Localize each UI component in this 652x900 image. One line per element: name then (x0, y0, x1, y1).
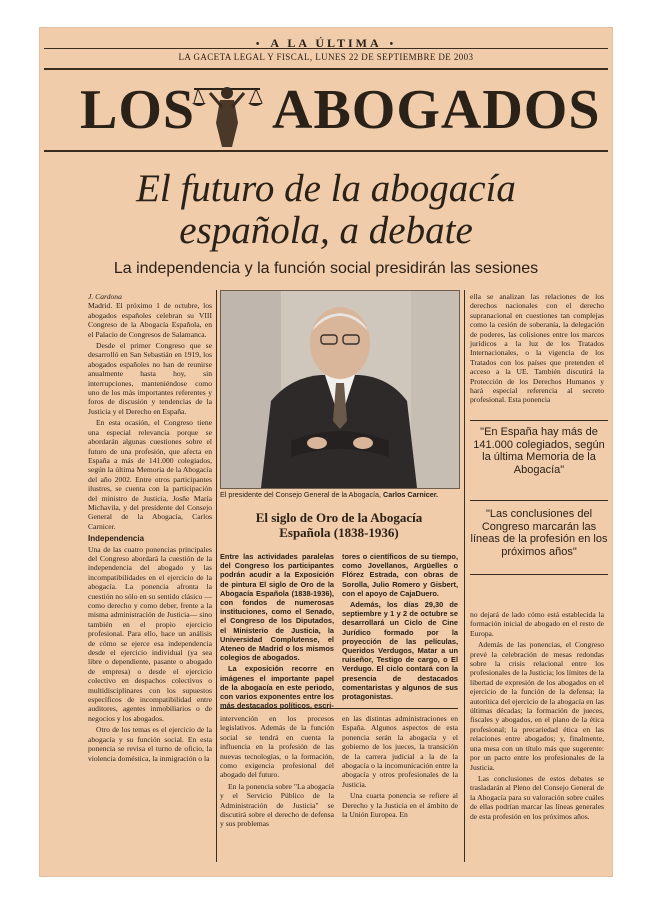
col4-paragraph: no dejará de lado cómo está establecida la formación inicial de abogado en el resto de Europa. (470, 610, 604, 638)
byline: J. Cardona (88, 292, 122, 301)
col1-paragraph: En esta ocasión, el Congreso tiene una especial relevancia porque se abordarán algunas cuestiones sobre el futuro de una profesión, que afecta en España a más de 141.000 colegiados, según la última Memoria de la Abogacía del año 2002. Entre otros participantes ilustres, se cuenta con la participación del ministro de Justicia, Josñe María Michavila, y del presidente del Consejo General de la Abogacía, Carlos Carnicer. (88, 418, 212, 531)
col1-paragraph: Una de las cuatro ponencias principales del Congreso abordará la cuestión de la independencia del abogado y las incompatibilidades en el ejercicio de la abogacía. La ponencia afronta la cuestión no sólo en su sentido clásico —como derecho y como deber, frente a la misma administración de Justicia— sino también en el propio ejercicio profesional. Para ello, hace un análisis de cómo se ejerce esa independencia desde el ejercicio individual (ya sea libre o dependiente, pasante o abogado de empresa) o desde el ejercicio colectivo en despachos colectivos o multidisciplinares con los supuestos específicos de incompatibilidad entre auditores, agentes inmobiliarios o de negocios y los abogados. (88, 544, 212, 723)
portrait-photo (221, 291, 459, 488)
column-4-bottom (470, 610, 604, 823)
col2-paragraph: intervención en los procesos legislativos. Además de la función social se tendrá en cuenta la influencia en la profesión de las nuevas tecnologías, o la formación, como exigencia profesional del abogado del futuro. (220, 714, 334, 780)
quote-rule-2 (470, 500, 608, 501)
box-title (220, 510, 458, 540)
newspaper-page (40, 28, 612, 876)
box-paragraph: Entre las actividades paralelas del Congreso los participantes podrán acudir a la Exposición de pintura El siglo de Oro de la Abogacía Española (1838-1936), con fondos de numerosas instituciones, como el Senado, el Congreso de los Diputados, el Ministerio de Justicia, la Universidad Complutense, el Ateneo de Madrid o los mismos colegios de abogados. (220, 552, 334, 663)
caption-text: El presidente del Consejo General de la Abogacía, (220, 490, 384, 499)
headline (50, 168, 602, 252)
masthead-rule-top (44, 68, 608, 70)
photo-caption (220, 490, 458, 499)
col1-paragraph: Desde el primer Congreso que se desarrolló en San Sebastián en 1919, los abogados españoles no han de reunirse anualmente hasta hoy, sin interrupciones, manteniéndose como uno de los más importantes referentes y foros de discusión y tendencias de la Justicia y el Derecho en España. (88, 341, 212, 416)
col3-paragraph: en las distintas administraciones en España. Algunos aspectos de esta ponencia serán la abogacía y el gobierno de los jueces, la transición de la carrera judicial a la de la abogacía o la incomunicación entre la abogacía y otros profesionales de la Justicia. (342, 714, 458, 789)
col3-paragraph: Una cuarta ponencia se refiere al Derecho y la Justicia en el ámbito de la Unión Europea. En (342, 791, 458, 820)
section-label: A LA ÚLTIMA (270, 36, 382, 50)
box-title-line-1: El siglo de Oro de la Abogacía (255, 510, 423, 525)
col4-paragraph: ella se analizan las relaciones de los derechos nacionales con el derecho supranacional en cuestiones tan complejas como la cesión de soberanía, la delegación de poderes, las colisiones entre los marcos jurídicos a la luz de los Tratados Internacionales, o la vigencia de los Tratados con los países que pretenden el acceso a la UE. También discutirá la Protección de los Derechos Humanos y hará especial referencia al secreto profesional. Esta ponencia (470, 292, 604, 405)
section-dot-right: • (389, 39, 397, 50)
column-2-bottom (220, 714, 334, 831)
deck: La independencia y la función social presidirán las sesiones (113, 260, 539, 277)
box-title-line-2: Española (1838-1936) (279, 525, 399, 540)
masthead-left: LOS (80, 79, 196, 141)
masthead-rule-bottom (44, 150, 608, 152)
photo-carlos-carnicer (220, 290, 460, 489)
justice-figure-icon (190, 73, 264, 149)
box-paragraph: Además, los días 29,30 de septiembre y 1 y 2 de octubre se desarrollará un Ciclo de Cine Jurídico formado por la proyección de las películas, Queridos Verdugos, Matar a un ruiseñor, Testigo de cargo, o El Verdugo. El ciclo contará con la presencia de destacados comentaristas y algunos de sus protagonistas. (342, 600, 458, 702)
column-divider (464, 290, 465, 862)
quote-rule-3 (470, 574, 608, 575)
column-1 (88, 292, 212, 765)
col4-paragraph: Las conclusiones de estos debates se trasladarán al Pleno del Consejo General de la Abogacía para su valoración sobre cuáles de ellas podrían marcar las líneas generales de esta profesión en los próximos años. (470, 773, 604, 821)
box-paragraph: La exposición recorre en imágenes el importante papel de la abogacía en este periodo, con varios exponentes entre los más destacados políticos, escri- (220, 664, 334, 711)
publication-line: LA GACETA LEGAL Y FISCAL, LUNES 22 DE SEPTIEMBRE DE 2003 (178, 52, 474, 62)
column-3-bottom (342, 714, 458, 821)
col1-subtitle: Independencia (88, 534, 145, 544)
quote-rule-1 (470, 420, 608, 421)
section-dot-left: • (255, 39, 263, 50)
caption-name: Carlos Carnicer. (383, 490, 439, 499)
box-bottom-rule (220, 708, 458, 709)
col1-paragraph: Otro de los temas es el ejercicio de la abogacía y su función social. En esta ponencia se revisa el turno de oficio, la violencia doméstica, la inmigración o la (88, 725, 212, 763)
top-rule (44, 48, 608, 49)
box-column-2 (342, 552, 458, 703)
pull-quote-2: "Las conclusiones del Congreso marcarán las líneas de la profesión en los próximos años" (470, 508, 608, 558)
masthead-right: ABOGADOS (272, 79, 601, 141)
pull-quote-1: "En España hay más de 141.000 colegiados, según la última Memoria de la Abogacía" (473, 426, 605, 476)
column-4-top (470, 292, 604, 407)
headline-line-1: El futuro de la abogacía (136, 167, 516, 210)
box-column-1 (220, 552, 334, 712)
col1-paragraph: Madrid. El próximo 1 de octubre, los abogados españoles celebran su VIII Congreso de la Abogacía Española, en el Palacio de Congresos de Salamanca. (88, 301, 212, 339)
col2-paragraph: En la ponencia sobre "La abogacía y el Servicio Público de la Administración de Justicia" se discutirá sobre el derecho de defensa y sus problemas (220, 781, 334, 829)
box-paragraph: tores o científicos de su tiempo, como Jovellanos, Argüelles o Flórez Estrada, con obras de Sorolla, Julio Romero y Gisbert, con el apoyo de CajaDuero. (342, 552, 458, 598)
col4-paragraph: Además de las ponencias, el Congreso prevé la celebración de mesas redondas sobre la crisis relacional entre los profesionales de la Justicia; los límites de la libertad de expresión de los abogados en el ejercicio de la función de la defensa; la autorítica del ejercicio de la abogacía en las últimas décadas; la formación de jueces, fiscales y abogados, en el plano de la ética profesional; la precariedad ética en las relaciones entre abogados; y, finalmente, una mesa con un título más que sugerente: por un pacto entre los profesionales de la Justicia. (470, 640, 604, 772)
headline-line-2: española, a debate (179, 209, 473, 252)
column-divider (216, 290, 217, 862)
